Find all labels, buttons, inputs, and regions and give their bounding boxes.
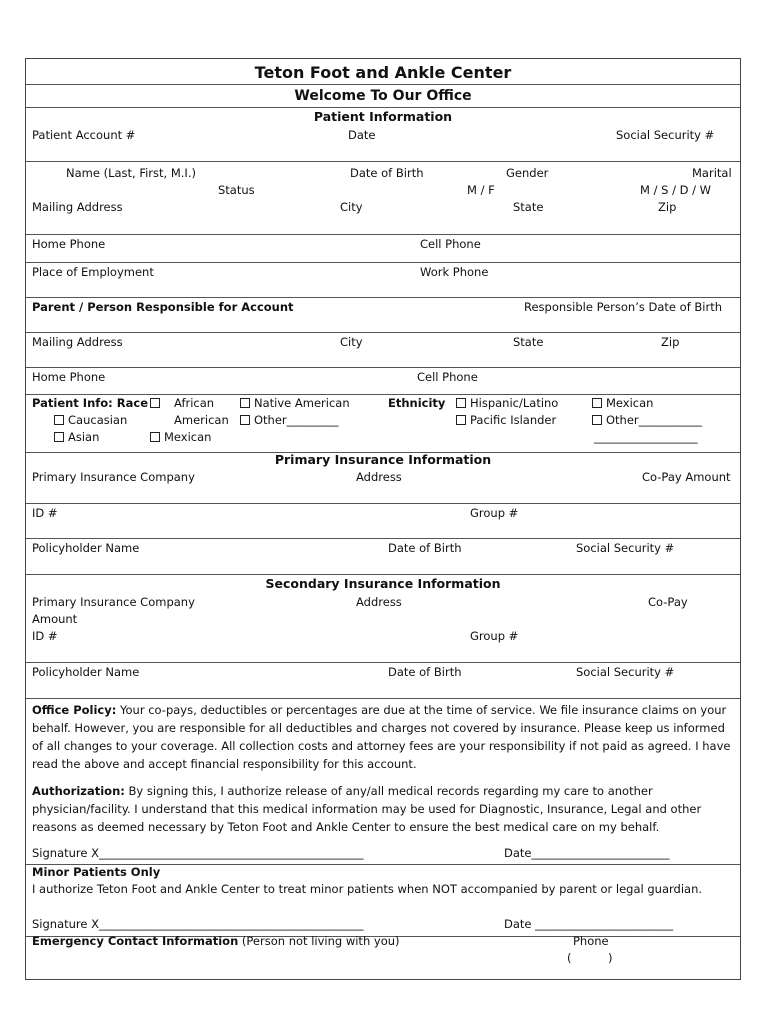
- secondary-insurance-header-row: [26, 575, 740, 593]
- responsible-home-phone-label: Home Phone: [32, 370, 106, 384]
- welcome-row: [26, 85, 740, 108]
- primary-policyholder-ssn-label: Social Security #: [576, 541, 675, 555]
- policy-section: [26, 699, 740, 865]
- office-policy-text: Office Policy: Your co-pays, deductibles or percentages are due at the time of service. We file insurance claims on your behalf. However, you are responsible for all deductibles and charges not covered by insurance. Please keep us informed of all changes to your coverage. All collection costs and attorney fees are your responsibility if not paid as agreed. I have read the above and accept financial responsibility for this account.: [32, 703, 731, 771]
- minor-patients-title: Minor Patients Only: [32, 865, 161, 879]
- responsible-dob-label: Responsible Person’s Date of Birth: [524, 300, 723, 314]
- african-label-line2: American: [174, 413, 229, 427]
- primary-policyholder-dob-label: Date of Birth: [388, 541, 462, 555]
- responsible-cell-phone-label: Cell Phone: [417, 370, 478, 384]
- employment-label: Place of Employment: [32, 265, 154, 279]
- clinic-name: Teton Foot and Ankle Center: [254, 63, 512, 82]
- patient-name-row[interactable]: [26, 162, 740, 197]
- secondary-insurance-company-row[interactable]: [26, 593, 740, 629]
- minor-patients-section: [26, 865, 740, 937]
- race-option-african-american[interactable]: [150, 396, 164, 410]
- responsible-party-label: Parent / Person Responsible for Account: [32, 300, 294, 314]
- signature-line-2[interactable]: Signature X______________________________________________: [32, 917, 364, 931]
- checkbox-icon[interactable]: [456, 415, 466, 425]
- race-option-other[interactable]: Other_________: [240, 413, 338, 427]
- responsible-phone-row[interactable]: [26, 368, 740, 395]
- work-phone-label: Work Phone: [420, 265, 489, 279]
- signature-date-2[interactable]: Date ________________________: [504, 917, 674, 931]
- checkbox-icon[interactable]: [592, 398, 602, 408]
- dob-label: Date of Birth: [350, 166, 424, 180]
- patient-account-row[interactable]: [26, 125, 740, 162]
- patient-info-header-row: [26, 108, 740, 125]
- primary-address-label: Address: [356, 470, 402, 484]
- primary-id-row[interactable]: [26, 504, 740, 539]
- responsible-state-label: State: [513, 335, 544, 349]
- marital-status-label: Status: [218, 183, 255, 197]
- ssn-label: Social Security #: [616, 128, 715, 142]
- secondary-amount-label: Amount: [32, 612, 78, 626]
- gender-options[interactable]: M / F: [467, 183, 495, 197]
- african-label-line1: African: [174, 396, 215, 410]
- race-option-asian[interactable]: Asian: [54, 430, 99, 444]
- responsible-party-row[interactable]: [26, 298, 740, 333]
- patient-phone-row[interactable]: [26, 235, 740, 263]
- secondary-company-label: Primary Insurance Company: [32, 595, 195, 609]
- checkbox-icon[interactable]: [592, 415, 602, 425]
- ethnicity-option-hispanic[interactable]: Hispanic/Latino: [456, 396, 558, 410]
- date-label: Date: [348, 128, 376, 142]
- emergency-contact-section[interactable]: [26, 934, 740, 981]
- ethnicity-other-line[interactable]: __________________: [594, 430, 698, 444]
- checkbox-icon[interactable]: [240, 415, 250, 425]
- primary-id-label: ID #: [32, 506, 58, 520]
- cell-phone-label: Cell Phone: [420, 237, 481, 251]
- employment-row[interactable]: [26, 263, 740, 298]
- patient-account-label: Patient Account #: [32, 128, 136, 142]
- checkbox-icon[interactable]: [150, 398, 160, 408]
- primary-insurance-header-row: [26, 452, 740, 468]
- responsible-city-label: City: [340, 335, 363, 349]
- patient-info-title: Patient Information: [313, 109, 453, 124]
- zip-label: Zip: [658, 200, 677, 214]
- secondary-policyholder-dob-label: Date of Birth: [388, 665, 462, 679]
- race-label: Patient Info: Race: [32, 396, 149, 410]
- secondary-group-label: Group #: [470, 629, 519, 643]
- signature-line-1[interactable]: Signature X______________________________________________: [32, 846, 364, 860]
- race-option-native-american[interactable]: Native American: [240, 396, 350, 410]
- primary-insurance-company-row[interactable]: [26, 468, 740, 504]
- secondary-policyholder-ssn-label: Social Security #: [576, 665, 675, 679]
- ethnicity-option-mexican[interactable]: Mexican: [592, 396, 653, 410]
- secondary-address-label: Address: [356, 595, 402, 609]
- primary-copay-label: Co-Pay Amount: [642, 470, 731, 484]
- name-label: Name (Last, First, M.I.): [66, 166, 196, 180]
- authorization-text: Authorization: By signing this, I authorize release of any/all medical records regarding my care to another physician/facility. I understand that this medical information may be used for Diagnostic, Insurance, Legal and other reasons as deemed necessary by Teton Foot and Ankle Center to ensure the best medical care on my behalf.: [32, 784, 702, 834]
- state-label: State: [513, 200, 544, 214]
- secondary-id-row[interactable]: [26, 629, 740, 663]
- race-option-mexican[interactable]: Mexican: [150, 430, 211, 444]
- form-title-row: [26, 59, 740, 85]
- secondary-policyholder-row[interactable]: [26, 663, 740, 699]
- mailing-address-label: Mailing Address: [32, 200, 123, 214]
- secondary-id-label: ID #: [32, 629, 58, 643]
- ethnicity-label: Ethnicity: [388, 396, 446, 410]
- primary-company-label: Primary Insurance Company: [32, 470, 195, 484]
- gender-label: Gender: [506, 166, 549, 180]
- primary-policyholder-row[interactable]: [26, 539, 740, 575]
- secondary-policyholder-label: Policyholder Name: [32, 665, 140, 679]
- emergency-contact-label: Emergency Contact Information (Person not living with you): [32, 934, 400, 948]
- signature-date-1[interactable]: Date________________________: [504, 846, 670, 860]
- checkbox-icon[interactable]: [240, 398, 250, 408]
- secondary-insurance-title: Secondary Insurance Information: [265, 576, 501, 591]
- race-option-caucasian[interactable]: Caucasian: [54, 413, 127, 427]
- ethnicity-option-pacific-islander[interactable]: Pacific Islander: [456, 413, 556, 427]
- checkbox-icon[interactable]: [456, 398, 466, 408]
- primary-policyholder-label: Policyholder Name: [32, 541, 140, 555]
- marital-options[interactable]: M / S / D / W: [640, 183, 712, 197]
- city-label: City: [340, 200, 363, 214]
- checkbox-icon[interactable]: [150, 432, 160, 442]
- secondary-copay-label: Co-Pay: [648, 595, 688, 609]
- responsible-mailing-label: Mailing Address: [32, 335, 123, 349]
- office-policy-label: Office Policy:: [32, 703, 117, 717]
- minor-patients-text: I authorize Teton Foot and Ankle Center to treat minor patients when NOT accompanied by parent or legal guardian.: [32, 882, 703, 896]
- ethnicity-option-other[interactable]: Other___________: [592, 413, 702, 427]
- welcome-title: Welcome To Our Office: [294, 88, 472, 104]
- responsible-mailing-row[interactable]: [26, 333, 740, 368]
- marital-label: Marital: [692, 166, 732, 180]
- home-phone-label: Home Phone: [32, 237, 106, 251]
- primary-insurance-title: Primary Insurance Information: [274, 452, 492, 467]
- checkbox-icon[interactable]: [54, 415, 64, 425]
- emergency-phone-field[interactable]: ( ): [567, 951, 613, 965]
- primary-group-label: Group #: [470, 506, 519, 520]
- emergency-phone-label: Phone: [573, 934, 609, 948]
- patient-mailing-row[interactable]: [26, 197, 740, 235]
- race-ethnicity-row[interactable]: [26, 395, 740, 452]
- patient-intake-form: [25, 58, 741, 980]
- responsible-zip-label: Zip: [661, 335, 680, 349]
- authorization-label: Authorization:: [32, 784, 125, 798]
- checkbox-icon[interactable]: [54, 432, 64, 442]
